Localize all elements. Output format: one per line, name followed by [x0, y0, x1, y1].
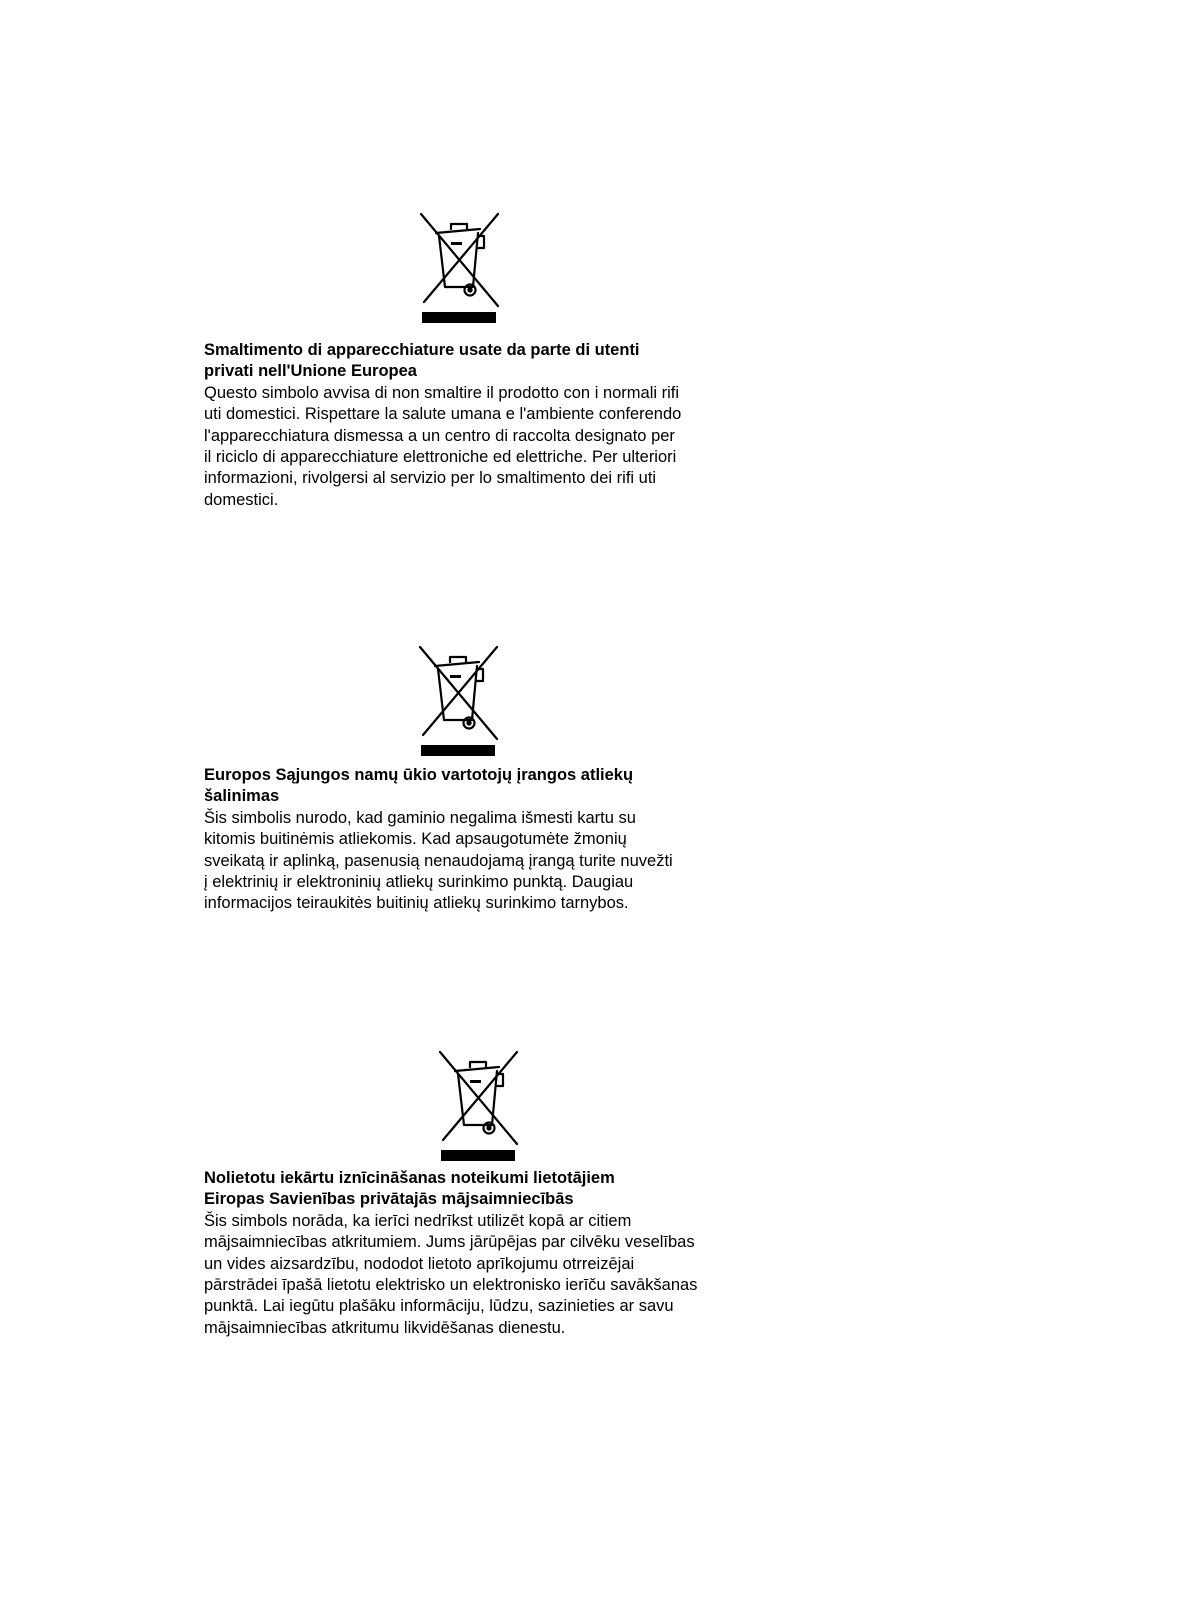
notice-body: Šis simbols norāda, ka ierīci nedrīkst utilizēt kopā ar citiem mājsaimniecības atkritumiem. Jums jārūpējas par cilvēku veselības un vides aizsardzību, nododot lietoto aprīkojumu otrreizējai pārstrādei īpašā lietotu elektrisko un elektronisko ierīču savākšanas punktā. Lai iegūtu plašāku informāciju, lūdzu, sazinieties ar savu mājsaimniecības atkritumu likvidēšanas dienestu.	[204, 1211, 698, 1337]
crossed-out-wheelie-bin-icon	[414, 212, 504, 324]
notice-title: Nolietotu iekārtu iznīcināšanas noteikumi lietotājiem Eiropas Savienības privātajās mājsaimniecībās	[204, 1169, 615, 1209]
crossed-out-wheelie-bin-icon	[413, 645, 503, 757]
notice-title: Europos Sąjungos namų ūkio vartotojų įrangos atliekų šalinimas	[204, 766, 634, 806]
notice-body: Questo simbolo avvisa di non smaltire il prodotto con i normali rifi uti domestici. Rispettare la salute umana e l'ambiente conferendo l'apparecchiatura dismessa a un centro di raccolta designato per il riciclo di apparecchiature elettroniche ed elettriche. Per ulteriori informazioni, rivolgersi al servizio per lo smaltimento dei rifi uti domestici.	[204, 383, 682, 509]
notice-body: Šis simbolis nurodo, kad gaminio negalima išmesti kartu su kitomis buitinėmis atliekomis. Kad apsaugotumėte žmonių sveikatą ir aplinką, pasenusią nenaudojamą įrangą turite nuvežti į elektrinių ir elektroninių atliekų surinkimo punktą. Daugiau informacijos teiraukitės buitinių atliekų surinkimo tarnybos.	[204, 808, 673, 913]
crossed-out-wheelie-bin-icon	[433, 1050, 523, 1162]
notice-title: Smaltimento di apparecchiature usate da parte di utenti privati nell'Unione Europea	[204, 341, 640, 381]
